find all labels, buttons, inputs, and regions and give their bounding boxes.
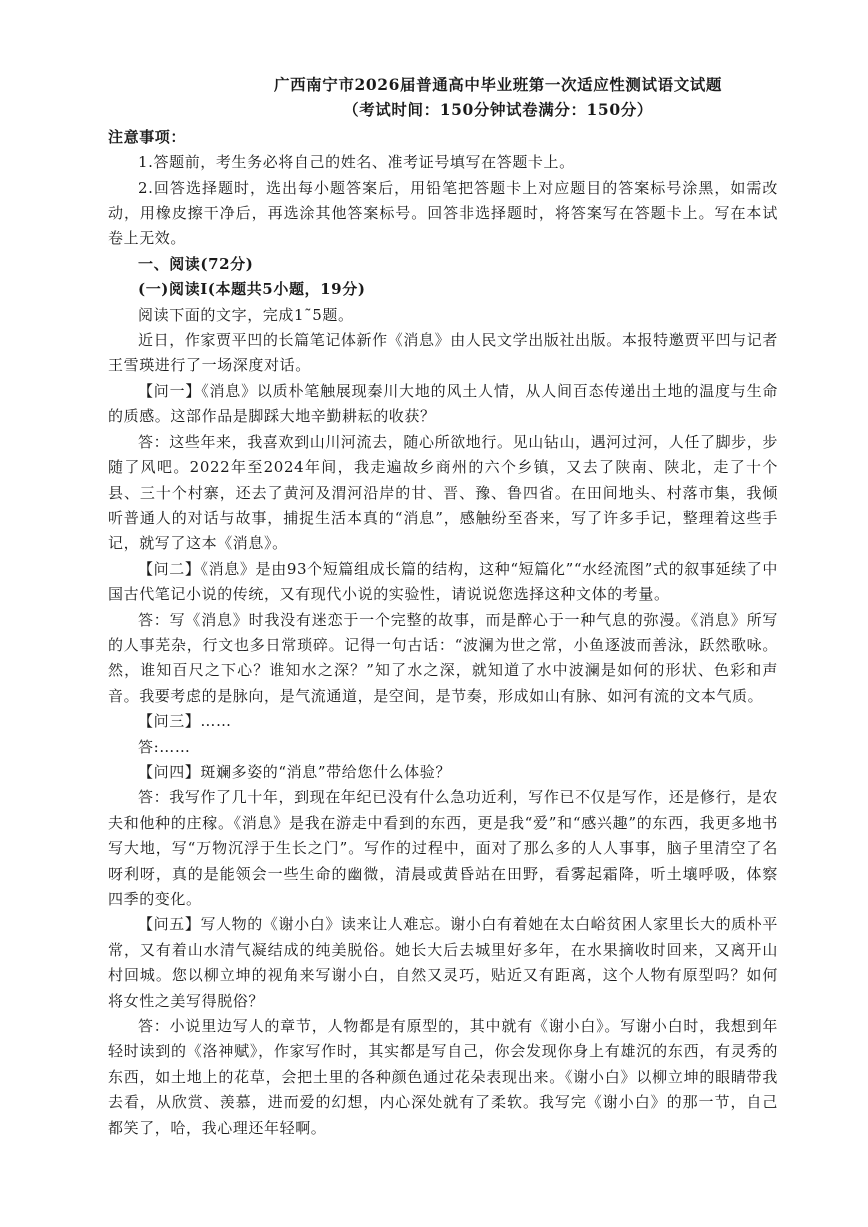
question-1: 【问一】《消息》以质朴笔触展现秦川大地的风土人情，从人间百态传递出土地的温度与生命的质感。这部作品是脚踩大地辛勤耕耘的收获？ xyxy=(108,381,778,426)
question-3: 【问三】…… xyxy=(138,712,232,731)
exam-title: 广西南宁市2026届普通高中毕业班第一次适应性测试语文试题 xyxy=(273,75,723,94)
answer-2: 答：写《消息》时我没有迷恋于一个完整的故事，而是醉心于一种气息的弥漫。《消息》所写的人事芜杂，行文也多日常琐碎。记得一句古话：“波澜为世之常，小鱼逐波而善泳，跃然歌咏。然，谁知百尺之下心？谁知水之深？”知了水之深，就知道了水中波澜是如何的形状、色彩和声音。我要考虑的是脉向，是气流通道，是空间，是节奏，形成如山有脉、如河有流的文本气质。 xyxy=(108,610,778,705)
question-5: 【问五】写人物的《谢小白》读来让人难忘。谢小白有着她在太白峪贫困人家里长大的质朴平常，又有着山水清气凝结成的纯美脱俗。她长大后去城里好多年，在水果摘收时回来，又离开山村回城。您以柳立坤的视角来写谢小白，自然又灵巧，贴近又有距离，这个人物有原型吗？如何将女性之美写得脱俗？ xyxy=(108,915,778,1010)
section-heading: 一、阅读(72分) xyxy=(138,254,254,273)
question-2: 【问二】《消息》是由93个短篇组成长篇的结构，这种“短篇化”“水经流图”式的叙事延续了中国古代笔记小说的传统，又有现代小说的实验性，请说说您选择这种文体的考量。 xyxy=(108,559,778,604)
answer-3: 答:…… xyxy=(138,737,191,756)
subsection-heading: (一)阅读Ⅰ(本题共5小题，19分) xyxy=(138,280,366,299)
notice-heading: 注意事项： xyxy=(108,127,187,146)
reading-instruction: 阅读下面的文字，完成1˜5题。 xyxy=(138,305,354,324)
notice-item-1: 1.答题前，考生务必将自己的姓名、准考证号填写在答题卡上。 xyxy=(138,153,575,172)
answer-4: 答：我写作了几十年，到现在年纪已没有什么急功近利，写作已不仅是写作，还是修行，是农夫和他种的庄稼。《消息》是我在游走中看到的东西，更是我“爱”和“感兴趣”的东西，我更多地书写大地，写“万物沉浮于生长之门”。写作的过程中，面对了那么多的人人事事，脑子里清空了名呀利呀，真的是能领会一些生命的幽微，清晨或黄昏站在田野，看雾起霜降，听土壤呼吸，体察四季的变化。 xyxy=(108,788,778,908)
exam-subtitle: （考试时间：150分钟试卷满分：150分） xyxy=(343,100,653,120)
answer-5: 答：小说里边写人的章节，人物都是有原型的，其中就有《谢小白》。写谢小白时，我想到年轻时读到的《洛神赋》，作家写作时，其实都是写自己，你会发现你身上有雄沉的东西，有灵秀的东西，如土地上的花草，会把土里的各种颜色通过花朵表现出来。《谢小白》以柳立坤的眼睛带我去看，从欣赏、羡慕，进而爱的幻想，内心深处就有了柔软。我写完《谢小白》的那一节，自己都笑了，哈，我心理还年轻啊。 xyxy=(108,1017,778,1137)
question-4: 【问四】斑斓多姿的“消息”带给您什么体验？ xyxy=(138,762,451,781)
article-intro: 近日，作家贾平凹的长篇笔记体新作《消息》由人民文学出版社出版。本报特邀贾平凹与记者王雪瑛进行了一场深度对话。 xyxy=(108,331,778,375)
answer-1: 答：这些年来，我喜欢到山川河流去，随心所欲地行。见山钻山，遇河过河，人任了脚步，步随了风吧。2022年至2024年间，我走遍故乡商州的六个乡镇，又去了陕南、陕北，走了十个县、三十个村寨，还去了黄河及渭河沿岸的甘、晋、豫、鲁四省。在田间地头、村落市集，我倾听普通人的对话与故事，捕捉生活本真的“消息”，感触纷至沓来，写了许多手记，整理着这些手记，就写了这本《消息》。 xyxy=(108,432,778,553)
notice-item-2: 2.回答选择题时，选出每小题答案后，用铅笔把答题卡上对应题目的答案标号涂黑，如需改动，用橡皮擦干净后，再选涂其他答案标号。回答非选择题时，将答案写在答题卡上。写在本试卷上无效。 xyxy=(108,178,778,248)
